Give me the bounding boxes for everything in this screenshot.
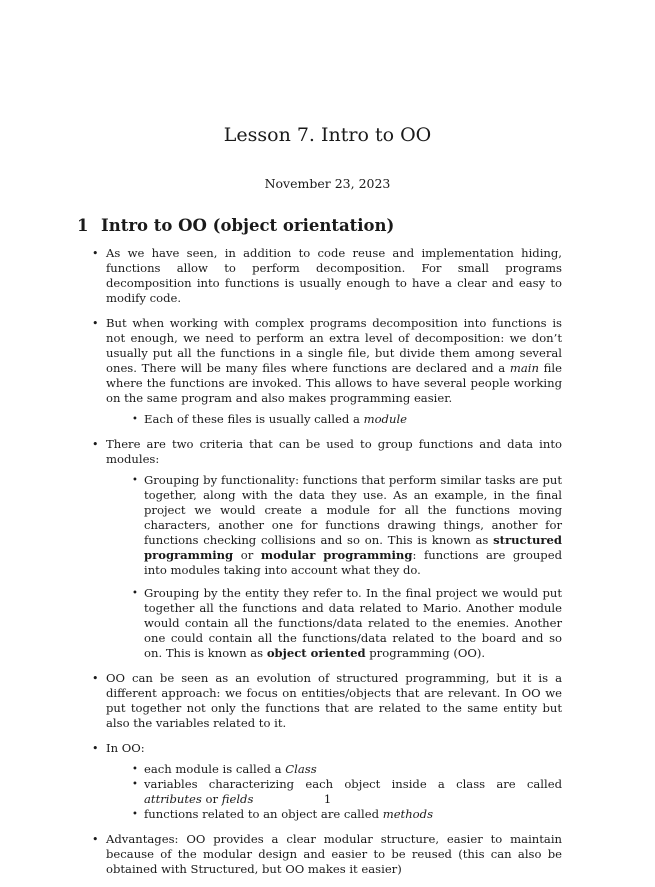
section-body	[92, 246, 562, 887]
section-heading	[77, 216, 394, 235]
emphasis-module: module	[363, 412, 408, 426]
paragraph-text: As we have seen, in addition to code reuse and implementation hiding, functions allow to perform decomposition. For small programs decomposition into functions is usually enough to have a clear and easy to modify code.	[106, 246, 562, 305]
paragraph-text: Grouping by functionality: functions that perform similar tasks are put together, along with the data they use. As an example, in the final project we would create a module for all the functions moving characters, another one for functions drawing things, another for functions checking collisions and so on. This is known as	[144, 473, 562, 547]
paragraph-text: functions related to an object are called	[144, 807, 383, 821]
list-item	[92, 246, 562, 306]
paragraph-text: OO can be seen as an evolution of structured programming, but it is a different approach: we focus on entities/objects that are relevant. In OO we put together not only the functions that are related to the same entity but also the variables related to it.	[106, 671, 562, 730]
bold-structured-programming: structured programming	[144, 533, 562, 562]
bullet-icon: •	[132, 414, 138, 425]
bullet-icon: •	[132, 475, 138, 486]
sub-list-item	[132, 412, 562, 427]
bullet-icon: •	[132, 779, 138, 790]
emphasis-main: main	[509, 361, 539, 375]
emphasis-methods: methods	[382, 807, 434, 821]
paragraph-text: each module is called a	[144, 762, 286, 776]
paragraph-text: variables characterizing each object inside a class are called	[144, 777, 562, 791]
sub-list	[132, 473, 562, 661]
page-number: 1	[323, 792, 332, 806]
list-item	[92, 741, 562, 822]
bullet-icon: •	[92, 247, 99, 260]
sub-list-item	[132, 807, 562, 822]
document-title: Lesson 7. Intro to OO	[223, 124, 432, 146]
emphasis-class: Class	[285, 762, 317, 776]
emphasis-attributes: attributes	[144, 792, 202, 806]
paragraph-text: or	[201, 792, 222, 806]
paragraph-text: There are two criteria that can be used to group functions and data into modules:	[106, 437, 562, 466]
sub-list-item	[132, 473, 562, 578]
bullet-list	[92, 246, 562, 877]
sub-list	[132, 412, 562, 427]
document-date: November 23, 2023	[264, 176, 391, 191]
paragraph-text: file where the functions are invoked. This allows to have several people working on the same program and also makes programming easier.	[106, 361, 562, 405]
paragraph-text: But when working with complex programs decomposition into functions is not enough, we need to perform an extra level of decomposition: we don’t usually put all the functions in a single file, but divide them among several ones. There will be many files where functions are declared and a	[106, 316, 562, 375]
bullet-icon: •	[92, 833, 99, 846]
bullet-icon: •	[92, 742, 99, 755]
bullet-icon: •	[92, 438, 99, 451]
bullet-icon: •	[132, 764, 138, 775]
section-number: 1	[77, 216, 89, 235]
emphasis-fields: fields	[221, 792, 254, 806]
paragraph-text: programming (OO).	[365, 646, 486, 660]
list-item	[92, 316, 562, 427]
paragraph-text: In OO:	[106, 741, 145, 755]
bullet-icon: •	[132, 588, 138, 599]
list-item	[92, 671, 562, 731]
bold-modular-programming: modular programming	[260, 548, 413, 562]
bullet-icon: •	[92, 317, 99, 330]
paragraph-text: Grouping by the entity they refer to. In the final project we would put together all the functions and data related to Mario. Another module would contain all the functions/data related to the enemies. Another one could contain all the functions/data related to the board and so on. This is known as	[144, 586, 562, 660]
bold-object-oriented: object oriented	[266, 646, 366, 660]
section-title: Intro to OO (object orientation)	[101, 216, 395, 235]
paragraph-text: Advantages: OO provides a clear modular structure, easier to maintain because of the modular design and easier to be reused (this can also be obtained with Structured, but OO makes it easier)	[106, 832, 562, 876]
paragraph-text: : functions are grouped into modules taking into account what they do.	[144, 548, 562, 577]
bullet-icon: •	[132, 809, 138, 820]
sub-list-item	[132, 762, 562, 777]
list-item	[92, 437, 562, 661]
paragraph-text: Each of these files is usually called a	[144, 412, 364, 426]
bullet-icon: •	[92, 672, 99, 685]
sub-list-item	[132, 586, 562, 661]
list-item	[92, 832, 562, 877]
paragraph-text: or	[233, 548, 261, 562]
